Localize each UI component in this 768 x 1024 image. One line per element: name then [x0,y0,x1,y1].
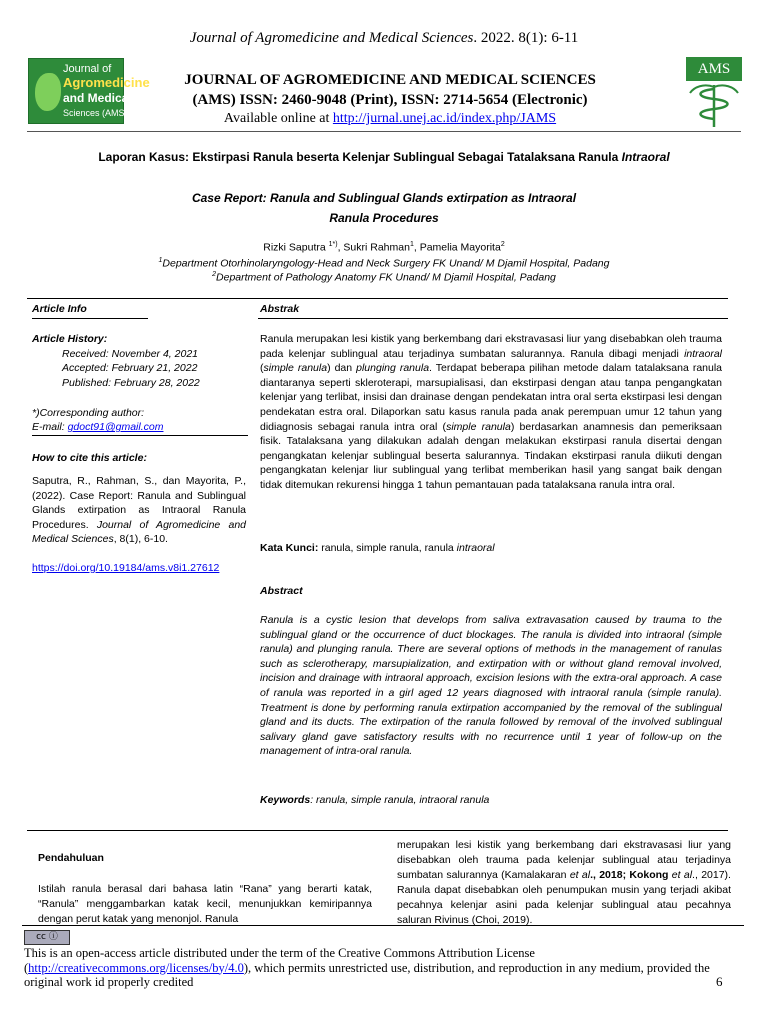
article-info-heading: Article Info [32,303,87,315]
col2-text-1: merupakan lesi kistik yang berkembang dari ekstravasasi liur yang disebabkan oleh trauma pada kelenjar sublingual atau terjadinya sumbatan salurannya (Kamalakaran [397,839,731,881]
journal-issn: (AMS) ISSN: 2460-9048 (Print), ISSN: 2714-5654 (Electronic) [192,92,588,108]
logo-text-line2: Agromedicine [63,75,150,90]
author-list [40,241,728,254]
logo-text-line3: and Medical [63,91,132,105]
keywords-label: Keywords [260,794,311,806]
page-number: 6 [716,974,723,989]
ams-badge: AMS [686,57,742,81]
author-2: , Sukri Rahman [337,241,410,254]
how-to-cite-heading: How to cite this article: [32,452,147,464]
author-3-affiliation: 2 [500,241,505,248]
kata-kunci-italic: intraoral [456,542,495,554]
col2-italic-1: et al [569,869,591,881]
affiliation-2-text: Department of Pathology Anatomy FK Unand/ M Djamil Hospital, Padang [216,271,556,284]
abstract-heading: Abstract [260,585,303,597]
abstrak-text-3: ) dan [327,362,357,375]
footer-divider [22,925,744,926]
col2-text-3: ., 2017). Ranula dapat disebabkan oleh penumpukan musin yang terjadi akibat pecahnya kelenjar asini pada kelenjar sublingual atau pecahnya saluran Rivinus (Choi, 2019). [397,869,731,926]
affiliation-1-mark: 1 [158,257,163,264]
accepted-date: Accepted: February 21, 2022 [62,362,198,374]
abstrak-underline [258,318,728,319]
journal-availability [150,111,630,127]
section-heading-pendahuluan: Pendahuluan [38,852,104,864]
kata-kunci-line [260,541,722,556]
running-header-issue: . 2022. 8(1): 6-11 [473,30,579,46]
creative-commons-icon: cc ⓘ [24,930,70,945]
intro-paragraph: Istilah ranula berasal dari bahasa latin “Rana” yang berarti katak, “Ranula” menggambarkan katak kecil, menunjukkan kemiripannya dengan perut katak yang menonjol. Ranula [38,883,372,925]
abstrak-italic-4: simple ranula [446,420,511,433]
article-history-heading: Article History: [32,333,108,345]
body-divider [27,830,728,831]
col2-italic-2: et al [671,869,693,881]
logo-text-line1: Journal of [63,63,112,75]
abstrak-body [260,332,722,493]
author-1: Rizki Saputra [263,241,329,254]
published-date: Published: February 28, 2022 [62,377,200,389]
author-2-affiliation: 1 [409,241,414,248]
header-divider [27,131,741,132]
doi-link[interactable]: https://doi.org/10.19184/ams.v8i1.27612 [32,562,220,574]
logo-graphic [35,73,61,111]
article-title-id-text: Laporan Kasus: Ekstirpasi Ranula beserta Kelenjar Sublingual Sebagai Tatalaksana Ranula [98,150,622,164]
author-1-affiliation: 1*) [328,241,338,248]
license-text-1: This is an open-access article distributed under the term of the Creative Commons Attribution License ( [24,946,535,975]
abstrak-text-2: ( [260,362,264,375]
email-underline [32,435,248,436]
citation-text [32,474,246,547]
availability-prefix: Available online at [223,111,333,126]
email-line [32,420,163,435]
author-3: , Pamelia Mayorita [413,241,501,254]
logo-text-line4: Sciences (AMS) [63,108,128,118]
abstrak-text-5: ) berdasarkan anamnesis dan pemeriksaan fisik. Tatalaksana yang dilakukan adalah dengan melakukan ekstirpasi ranula disertai dengan pengangkatan kelenjar sublingual beserta salurannya. Tindakan ekstirpasi ranula diikuti dengan pengangkatan kelenjar liur sublingual yang terlibat memberikan hasil yang sangat baik dengan tidak ditemukan rekurensi hingga 1 tahun pemantauan pada tatalaksana ranula intra oral. [260,420,722,491]
kata-kunci-text: ranula, simple ranula, ranula [318,542,457,554]
article-title-en-line1: Case Report: Ranula and Sublingual Glands extirpation as Intraoral [191,191,577,205]
article-title-en-line2: Ranula Procedures [329,211,439,225]
abstrak-text-1: Ranula merupakan lesi kistik yang berkembang dari ekstravasasi liur yang disebabkan oleh trauma pada kelenjar sublingual atau terjadinya sumbatan salurannya. Ranula dibagi menjadi [260,333,722,360]
affiliation-2 [40,271,728,284]
abstrak-italic-2: simple ranula [263,362,328,375]
abstrak-italic-3: plunging ranula [356,362,430,375]
citation-volume: , 8(1), 6-10. [113,533,168,545]
journal-title: JOURNAL OF AGROMEDICINE AND MEDICAL SCIENCES [184,72,596,88]
journal-url-link[interactable]: http://jurnal.unej.ac.id/index.php/JAMS [332,111,557,126]
citation-authors: Saputra, R., Rahman, S., dan Mayorita, P., (2022). Case Report: Ranula and Sublingual Glands extirpation as Intraoral Ranula Procedures. [32,475,246,531]
abstract-body: Ranula is a cystic lesion that develops from saliva extravasation caused by trauma to the sublingual gland or the occurrence of duct blockages. The ranula is divided into intraoral (simple ranula) and plunging ranula. There are several options of methods in the management of ranulas such as sclerotherapy, marsupialization, and extirpation with or without gland removal involved, incision and drainage with intraoral approach, excision lesions with the extra-oral approach. A case of ranula was reported in a girl aged 12 years diagnosed with intraoral ranula (simple ranula). Treatment is done by performing ranula extirpation accompanied by the removal of the sublingual gland and its ducts. The extirpation of the ranula followed by removal of the involved sublingual salivary gland gave satisfactory results with no recurrence until 1 year of follow-up on the management of intra-oral ranula. [260,614,722,758]
keywords-text: : ranula, simple ranula, intraoral ranula [310,794,490,806]
article-info-underline [32,318,148,319]
running-header [0,30,768,47]
caduceus-icon [686,57,742,127]
article-title-english [120,188,648,228]
affiliation-1 [40,257,728,270]
abstrak-italic-1: intraoral [684,347,722,360]
journal-logo [28,58,150,124]
article-title-id-italic: Intraoral [621,150,670,164]
keywords-line [260,793,722,808]
email-link[interactable]: gdoct91@gmail.com [67,421,164,433]
ams-logo [686,57,742,127]
corresponding-author-label: *)Corresponding author: [32,407,145,419]
article-title-indonesian [40,150,728,164]
abstrak-text-4: . Terdapat beberapa pilihan metode dalam tatalaksana ranula diantaranya seperti skleroterapi, marsupialisasi, dan ekstirpasi dengan atau tanpa pengangkatan kelenjar yang terlibat, insisi dan drainase dengan pendekatan intra oral serta ekstirpasi lesi dengan pendekatan estra oral. Dilaporkan satu kasus ranula pada anak perempuan umur 12 tahun yang didiagnosis sebagai ranula intra oral ( [260,362,723,433]
abstrak-heading: Abstrak [260,303,300,315]
license-text-2: ), which permits unrestricted use, distribution, and reproduction in any medium, provided the original work id properly credited [24,960,710,989]
received-date: Received: November 4, 2021 [62,348,198,360]
license-url-link[interactable]: http://creativecommons.org/licenses/by/4.0 [28,960,244,975]
affiliation-1-text: Department Otorhinolaryngology-Head and Neck Surgery FK Unand/ M Djamil Hospital, Padang [162,257,610,270]
second-column-paragraph [397,838,731,928]
citation-journal: Journal of Agromedicine and Medical Sciences [32,518,246,545]
info-top-divider [27,298,728,299]
kata-kunci-label: Kata Kunci: [260,542,319,554]
running-header-journal: Journal of Agromedicine and Medical Sciences [189,30,474,46]
affiliation-2-mark: 2 [212,271,217,278]
email-label: E-mail: [32,421,68,433]
col2-text-2: ., 2018; Kokong [590,869,672,881]
license-notice [24,946,724,990]
